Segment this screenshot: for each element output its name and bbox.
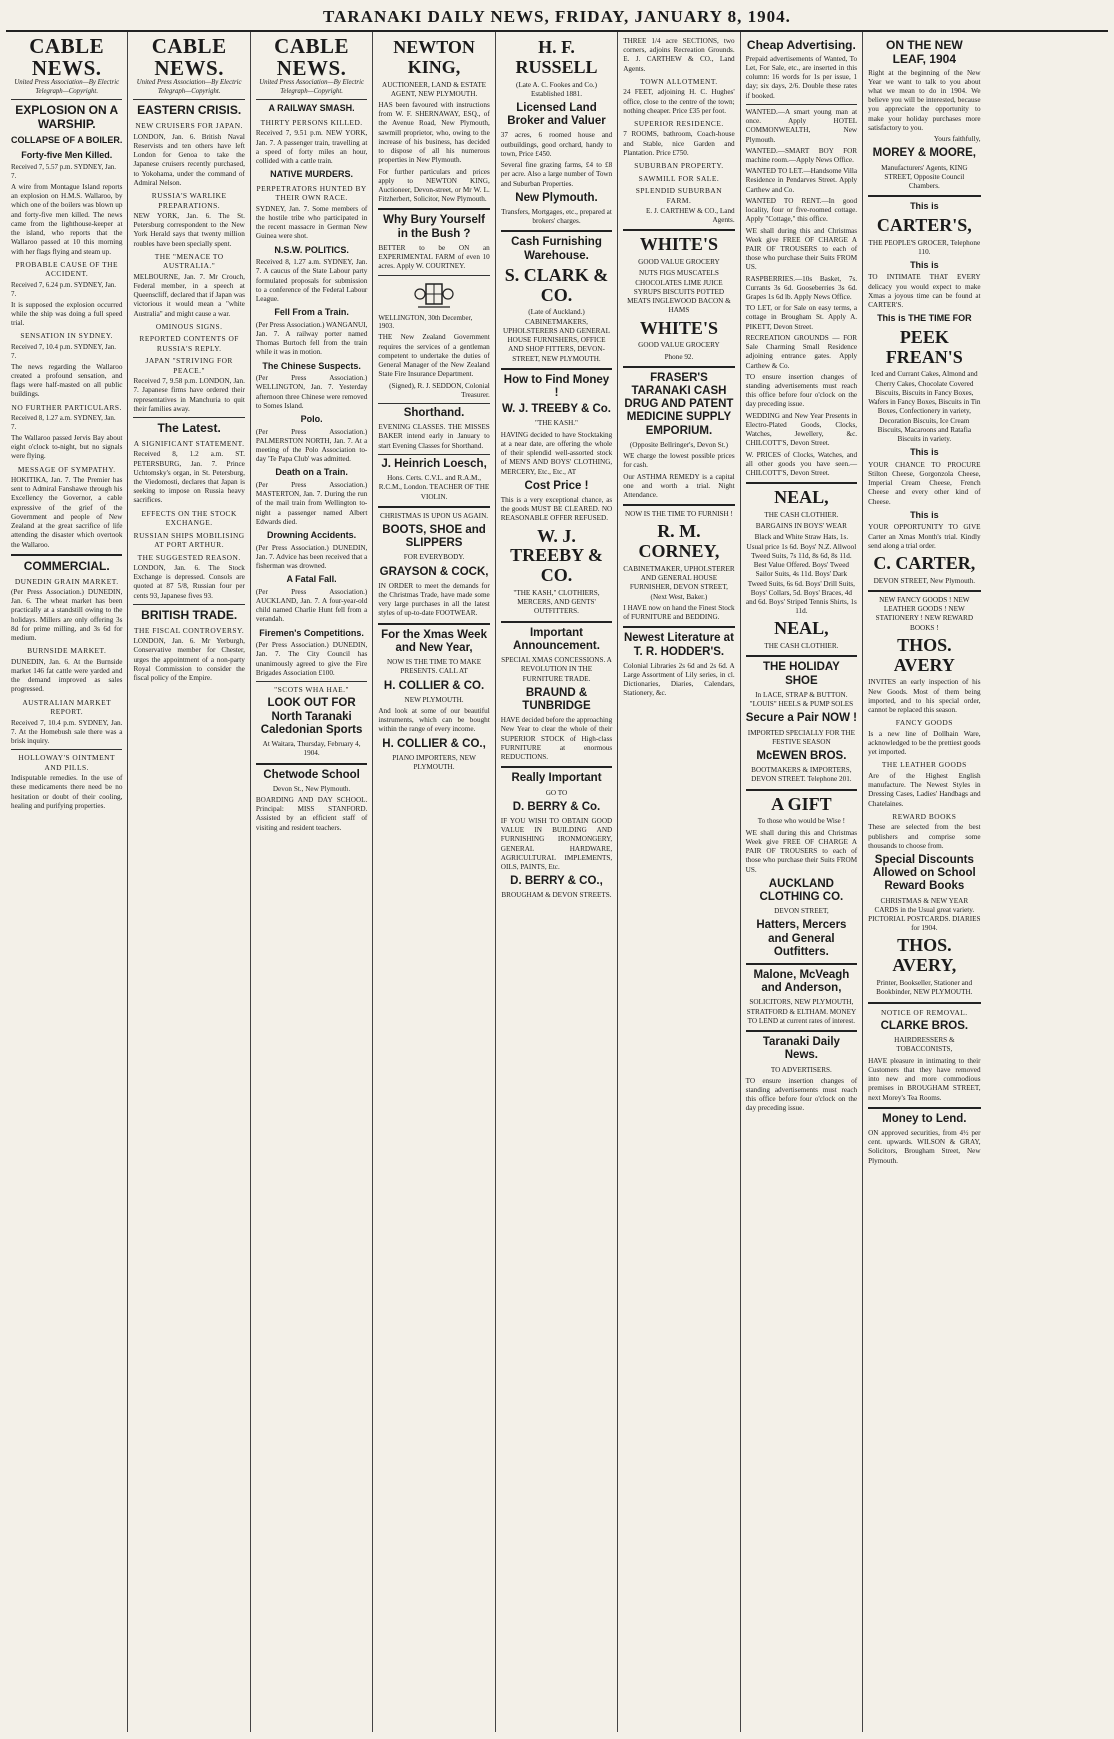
subhead: RUSSIA'S WARLIKE PREPARATIONS. bbox=[151, 191, 227, 210]
subhead: SENSATION IN SYDNEY. bbox=[20, 331, 114, 341]
ad-text: ON approved securities, from 4½ per cent. upwards. WILSON & GRAY, Solicitors, Brougham Street, New Plymouth. bbox=[868, 1128, 981, 1165]
ad-text: 37 acres, 6 roomed house and outbuildings, good orchard, handy to town, Price £450. bbox=[500, 131, 613, 158]
headline: Death on a Train. bbox=[275, 467, 348, 478]
subhead: NO FURTHER PARTICULARS. bbox=[11, 402, 122, 412]
ad-subtitle: AUCTIONEER, LAND & ESTATE AGENT, NEW PLYMOUTH. bbox=[382, 80, 487, 98]
ad-text: Printer, Bookseller, Stationer and Bookbinder, NEW PLYMOUTH. bbox=[876, 979, 973, 997]
ad-title: Taranaki Daily News. bbox=[762, 1036, 840, 1062]
ad-title: MOREY & MOORE, bbox=[872, 147, 976, 160]
subhead: THE "MENACE TO AUSTRALIA." bbox=[154, 251, 224, 271]
ad-text: YOUR OPPORTUNITY TO GIVE Carter an Xmas Month's trial. Kindly send along a trial order. bbox=[868, 523, 981, 550]
ad-text: Colonial Libraries 2s 6d and 2s 6d. A Large Assortment of Lily series, in cl. Dictionaries, Diaries, Calendars, Stationery, &c. bbox=[623, 661, 735, 698]
ad-text: THREE 1/4 acre SECTIONS, two corners, adjoins Recreation Grounds. E. J. CARTHEW & CO., Land Agents. bbox=[623, 37, 735, 73]
column-7 bbox=[741, 32, 863, 1732]
section-title: CABLE NEWS. bbox=[274, 34, 350, 81]
ad-text: (Opposite Bellringer's, Devon St.) bbox=[629, 440, 728, 449]
article-text: (Per Press Association.) DUNEDIN, Jan. 7. The City Council has unanimously agreed to give the Fire Brigades Association £100. bbox=[255, 641, 368, 677]
column-3 bbox=[251, 32, 373, 1732]
subhead: SPLENDID SUBURBAN FARM. bbox=[635, 186, 723, 205]
ad-subtitle: "THE KASH." bbox=[534, 419, 578, 428]
ad-title: McEWEN BROS. bbox=[756, 749, 847, 762]
article-text: It is supposed the explosion occurred while the ship was doing a full speed trial. bbox=[11, 300, 123, 328]
subhead: A SIGNIFICANT STATEMENT. bbox=[133, 438, 245, 448]
ad-text: These are selected from the best publishers and comprise some thousands to choose from. bbox=[868, 823, 981, 850]
subhead: FANCY GOODS bbox=[895, 718, 953, 728]
dateline: WELLINGTON, 30th December, 1903. bbox=[378, 313, 473, 331]
column-1 bbox=[6, 32, 128, 1732]
subhead: THIRTY PERSONS KILLED. bbox=[260, 117, 363, 127]
article-text: SYDNEY, Jan. 7. Some members of the hostile tribe who participated in the recent massacre in German New Guinea were shot. bbox=[255, 204, 368, 241]
headline: The Chinese Suspects. bbox=[262, 360, 361, 371]
ad-title: Money to Lend. bbox=[882, 1112, 967, 1125]
article-text: LONDON, Jan. 6. Mr Yerburgh, Conservative member for Chester, urges the appointment of a non-party Royal Commission to consider the fiscal policy of the Empire. bbox=[133, 637, 245, 683]
headline: ON THE NEW LEAF, 1904 bbox=[885, 38, 963, 66]
subhead: RUSSIAN SHIPS MOBILISING AT PORT ARTHUR. bbox=[133, 530, 245, 550]
signature: E. J. CARTHEW & CO., Land Agents. bbox=[645, 207, 735, 225]
subhead: NOTICE OF REMOVAL. bbox=[880, 1007, 968, 1017]
subhead: BURNSIDE MARKET. bbox=[27, 646, 107, 656]
ad-text: THE New Zealand Government requires the services of a gentleman competent to undertake the duties of General Manager of the New Zealand State Fire Insurance Department. bbox=[378, 333, 490, 379]
ad-title: Special Discounts Allowed on School Reward Books bbox=[872, 853, 976, 893]
ad-lead: This is bbox=[910, 259, 939, 270]
article-text: The Wallaroo passed Jervis Bay about eight o'clock to-night, but no signals were flying. bbox=[11, 433, 123, 461]
ad-text: Devon St., New Plymouth. bbox=[272, 784, 351, 793]
ad-title: Really Important bbox=[511, 772, 602, 785]
ad-text: Several fine grazing farms, £4 to £8 per acre. Also a large number of Town and Suburban Properties. bbox=[500, 161, 613, 188]
article-text: DUNEDIN, Jan. 6. At the Burnside market 146 fat cattle were yarded and the demand improved as sales progressed. bbox=[11, 657, 123, 694]
ad-title: WHITE'S bbox=[639, 234, 718, 255]
ad-lead: This is THE TIME FOR bbox=[877, 313, 972, 324]
ad-text: Manufacturers' Agents, KING STREET, Opposite Council Chambers. bbox=[881, 163, 968, 190]
ad-title: Hatters, Mercers and General Outfitters. bbox=[756, 919, 847, 958]
subhead: JAPAN "STRIVING FOR PEACE." bbox=[145, 356, 233, 375]
ad-subtitle: GOOD VALUE GROCERY bbox=[638, 341, 720, 350]
article-text: Received 7, 9.58 p.m. LONDON, Jan. 7. Japanese firms have ordered their representatives in Manchuria to quit their families away. bbox=[133, 377, 245, 413]
ad-text: PIANO IMPORTERS, NEW PLYMOUTH. bbox=[392, 753, 476, 772]
ad-text: This is a very exceptional chance, as the goods MUST BE CLEARED. NO REASONABLE OFFER REFUSED. bbox=[500, 495, 613, 523]
ad-title: H. F. RUSSELL bbox=[515, 37, 598, 77]
article-text: LONDON, Jan. 6. British Naval Reservists and ten others have left London for Genoa to take the Japanese cruisers recently purchased, to Yokohama, under the command of Admiral Nelson. bbox=[133, 132, 245, 187]
article-text: HOKITIKA, Jan. 7. The Premier has sent to Admiral Fanshawe through his Excellency the Governor, a cable expressive of the grief of the Government and people of New Zealand at the great sacrifice of life attending the disaster which overtook the Wallaroo. bbox=[11, 476, 123, 549]
ad-text: Prepaid advertisements of Wanted, To Let, For Sale, etc., are inserted in this column: 16 words for 1s per issue, 1 day; six days, 2/6. Double these rates if booked. bbox=[745, 54, 858, 100]
ad-title: PEEK FREAN'S bbox=[885, 326, 963, 367]
ad-subtitle: (Late A. C. Fookes and Co.) Established 1881. bbox=[515, 80, 598, 98]
article-text: The news regarding the Wallaroo created a profound sensation, and flags were half-masted on all public buildings. bbox=[11, 362, 123, 399]
classified-ad: WANTED.—A smart young man at once. Apply HOTEL COMMONWEALTH, New Plymouth. bbox=[745, 107, 858, 144]
subhead: REWARD BOOKS bbox=[892, 811, 957, 821]
ad-title: Why Bury Yourself in the Bush ? bbox=[383, 214, 485, 240]
headline: Forty-five Men Killed. bbox=[21, 149, 113, 160]
ad-text: IN ORDER to meet the demands for the Christmas Trade, have made some very large purchases in all the latest styles of up-to-date FOOTWEAR. bbox=[378, 581, 490, 618]
subhead: PERPETRATORS HUNTED BY THEIR OWN RACE. bbox=[256, 183, 367, 203]
ad-title: S. CLARK & CO. bbox=[504, 264, 609, 305]
ad-text: BOARDING AND DAY SCHOOL. Principal: MISS STANFORD. Assisted by an efficient staff of visiting and resident teachers. bbox=[255, 796, 368, 832]
ad-title: LOOK OUT FOR North Taranaki Caledonian Sports bbox=[260, 697, 363, 736]
ad-title: H. COLLIER & CO. bbox=[383, 679, 485, 692]
ad-text: GO TO bbox=[545, 788, 568, 797]
ad-text: BARGAINS IN BOYS' WEAR bbox=[755, 522, 847, 531]
subhead: MESSAGE OF SYMPATHY. bbox=[17, 464, 116, 474]
subhead: OMINOUS SIGNS. bbox=[155, 321, 223, 331]
columns-grid bbox=[6, 32, 1108, 1732]
ad-text: IMPORTED SPECIALLY FOR THE FESTIVE SEASON bbox=[747, 728, 856, 746]
ad-title: Malone, McVeagh and Anderson, bbox=[753, 969, 850, 995]
ad-text: SPECIAL XMAS CONCESSIONS. A REVOLUTION IN THE FURNITURE TRADE. bbox=[501, 656, 612, 683]
subhead: THE FISCAL CONTROVERSY. bbox=[134, 625, 245, 635]
ad-text: TO ADVERTISERS. bbox=[770, 1065, 832, 1074]
ad-title: D. BERRY & Co. bbox=[512, 800, 601, 813]
column-4 bbox=[373, 32, 495, 1732]
headline: The Latest. bbox=[157, 421, 221, 436]
subhead: THE SUGGESTED REASON. bbox=[137, 552, 241, 562]
ad-text: 7 ROOMS, bathroom, Coach-house and Stable, nice Garden and Plantation. Price £750. bbox=[623, 130, 735, 157]
ad-text: In LACE, STRAP & BUTTON. "LOUIS" HEELS & PUMP SOLES bbox=[749, 690, 854, 709]
ad-text: NOW IS THE TIME TO FURNISH ! bbox=[624, 510, 733, 519]
ad-text: I HAVE now on hand the Finest Stock of FURNITURE and BEDDING. bbox=[623, 603, 735, 622]
ad-title: NEAL, bbox=[774, 487, 829, 508]
ad-text: HAS been favoured with instructions from W. F. SHERNAWAY, ESQ., of the Avenue Road, New Plymouth, sawmill proprietor, who, owing to the increase of his business, has decided to dispose of all his numerous properties in New Plymouth. bbox=[378, 101, 490, 165]
ad-title: For the Xmas Week and New Year, bbox=[381, 628, 487, 654]
subhead: PROBABLE CAUSE OF THE ACCIDENT. bbox=[15, 259, 118, 279]
classified-ad: WEDDING and New Year Presents in Electro-Plated Goods, Clocks, Watches, Jewellery, &c. CHILCOTT'S, Devon Street. bbox=[745, 411, 858, 448]
article-text: (Per Press Association.) AUCKLAND, Jan. 7. A four-year-old child named Charlie Hunt fell from a verandah. bbox=[255, 587, 368, 624]
ad-text: "THE KASH," CLOTHIERS, MERCERS, AND GENTS' OUTFITTERS. bbox=[513, 589, 600, 616]
ad-title: NEWTON KING, bbox=[393, 37, 475, 77]
headline: Fell From a Train. bbox=[274, 307, 349, 318]
headline: BRITISH TRADE. bbox=[141, 607, 238, 622]
ad-title: A GIFT bbox=[771, 793, 832, 814]
ad-text: YOUR CHANCE TO PROCURE Stilton Cheese, Gorgonzola Cheese, Imperial Cream Cheese, French Cheese and every other kind of Cheese. bbox=[868, 460, 981, 506]
ad-text: Our ASTHMA REMEDY is a capital one and worth a trial. Night Attendance. bbox=[623, 472, 735, 499]
column-8 bbox=[863, 32, 985, 1732]
ad-text: DEVON STREET, New Plymouth. bbox=[873, 576, 976, 585]
ad-subtitle: GOOD VALUE GROCERY bbox=[638, 258, 720, 267]
column-2 bbox=[128, 32, 250, 1732]
ad-text: IF YOU WISH TO OBTAIN GOOD VALUE IN BUILDING AND FURNISHING IRONMONGERY, GENERAL HARDWARE, AGRICULTURAL IMPLEMENTS, OILS, PAINTS, Etc. bbox=[500, 816, 613, 872]
ad-title: WHITE'S bbox=[639, 317, 718, 338]
subhead: AUSTRALIAN MARKET REPORT. bbox=[22, 697, 112, 717]
subhead: SUPERIOR RESIDENCE. bbox=[634, 119, 724, 128]
ad-title: Chetwode School bbox=[263, 768, 360, 781]
subhead: THE LEATHER GOODS bbox=[881, 760, 967, 770]
article-text: LONDON, Jan. 6. The Stock Exchange is depressed. Consols are quoted at 87 5/8, Russian four per cents 93, Japanese fives 93. bbox=[133, 564, 245, 600]
ad-text: HAVE decided before the approaching New Year to clear the whole of their SUPERIOR STOCK of High-class FURNITURE at enormous REDUCTIONS. bbox=[500, 716, 613, 762]
ad-lead: This is bbox=[910, 447, 939, 458]
ad-title: BOOTS, SHOE and SLIPPERS bbox=[382, 523, 486, 550]
ad-title: CARTER'S, bbox=[876, 214, 972, 235]
subhead: TOWN ALLOTMENT. bbox=[640, 76, 718, 86]
ad-text: Right at the beginning of the New Year we want to talk to you about what we mean to do in 1904. We believe you will be interested, because you appreciate the opportunity to make your holiday purchases more satisfactory to you. bbox=[868, 68, 981, 132]
ad-title: NEAL, bbox=[774, 618, 829, 639]
ad-title: Cost Price ! bbox=[524, 479, 589, 492]
ad-list: NUTS FIGS MUSCATELS CHOCOLATES LIME JUICE SYRUPS BISCUITS POTTED MEATS INGLEWOOD BACON & HAMS bbox=[627, 269, 731, 315]
ad-text: TO INTIMATE THAT EVERY delicacy you would expect to make Xmas a joyous time can be found at CARTER'S. bbox=[868, 273, 981, 310]
ad-text: TO ensure insertion changes of standing advertisements must reach this office before four o'clock on the day preceding issue. bbox=[745, 1076, 858, 1113]
ad-text: For further particulars and prices apply to NEWTON KING, Auctioneer, Devon-street, or Mr W. L. Fitzherbert, Solicitor, New Plymouth. bbox=[378, 167, 490, 204]
ad-lead: This is bbox=[910, 201, 939, 212]
section-title: CABLE NEWS. bbox=[151, 34, 227, 81]
classified-ad: TO LET, or for Sale on easy terms, a cottage in Brougham St. Apply A. PIKETT, Devon Street. bbox=[745, 304, 858, 331]
subhead: NEW CRUISERS FOR JAPAN. bbox=[135, 121, 243, 131]
dateline: Received 7, 5.57 p.m. SYDNEY, Jan. 7. bbox=[11, 163, 117, 181]
ad-text: HAVING decided to have Stocktaking at a near date, are offering the whole of their splendid well-assorted stock of MEN'S AND BOYS' CLOTHING, MERCERY, Etc., Etc., AT bbox=[500, 430, 613, 476]
headline: A RAILWAY SMASH. bbox=[268, 103, 355, 114]
headline: COMMERCIAL. bbox=[23, 558, 110, 573]
signature: Yours faithfully, bbox=[933, 135, 981, 144]
headline: A Fatal Fall. bbox=[286, 574, 337, 585]
classified-ad: TO ensure insertion changes of standing advertisements must reach this office before four o'clock on the day preceding issue. bbox=[745, 372, 858, 409]
ad-text: THE PEOPLE'S GROCER, Telephone 110. bbox=[868, 238, 981, 256]
dateline: Received 7, 10.4 p.m. SYDNEY, Jan. 7. bbox=[11, 342, 117, 360]
ad-title: Important Announcement. bbox=[513, 626, 600, 652]
classified-ad: W. PRICES of Clocks, Watches, and all other goods you have seen.—CHILCOTT'S, Devon Street. bbox=[745, 450, 858, 477]
article-text: (Per Press Association.) WELLINGTON, Jan. 7. Yesterday afternoon three Chinese were removed to Somes Island. bbox=[255, 374, 368, 410]
ad-title: FRASER'S TARANAKI CASH DRUG AND PATENT MEDICINE SUPPLY EMPORIUM. bbox=[624, 371, 734, 437]
ad-text: INVITES an early inspection of his New Goods. Most of them being imported, and to his special order, cannot be replaced this season. bbox=[868, 678, 981, 715]
article-text: (Per Press Association.) WANGANUI, Jan. 7. A railway porter named Thomas Burtoch fell from the train while it was in motion. bbox=[255, 320, 368, 357]
ad-title: THOS. AVERY bbox=[893, 634, 955, 675]
ad-text: Hons. Certs. C.V.L. and R.A.M., R.C.M., London. TEACHER OF THE VIOLIN. bbox=[378, 474, 490, 501]
ad-title: GRAYSON & COCK, bbox=[379, 565, 489, 578]
headline: COLLAPSE OF A BOILER. bbox=[11, 135, 123, 146]
dateline: Received 8, 1.27 a.m. SYDNEY, Jan. 7. bbox=[11, 413, 116, 431]
article-text: (Per Press Association.) PALMERSTON NORTH, Jan. 7. At a meeting of the Polo Association to-day 'Te Papa Club' was admitted. bbox=[255, 427, 368, 464]
ad-text: Phone 92. bbox=[664, 352, 694, 361]
ad-text: BETTER to be ON an EXPERIMENTAL FARM of even 10 acres. Apply W. COURTNEY. bbox=[378, 243, 490, 271]
ad-title: J. Heinrich Loesch, bbox=[381, 457, 487, 470]
ad-text: NOW IS THE TIME TO MAKE PRESENTS. CALL AT bbox=[386, 658, 482, 676]
ad-list: Black and White Straw Hats, 1s. Usual price 1s 6d. Boys' N.Z. Allwool Tweed Suits, 7s 11d, 8s 6d, 8s 11d. Best Value Offered. Boys' Tweed Sailor Suits, 4s 11d. Boys' Dark Tweed Suits, 6s 6d. Boys' Drill Suits, Boys' Collars, 5d. Boys' Braces, 4d and 6d. Boys' Striped Tennis Shirts, 1s 11d. bbox=[745, 533, 857, 616]
ad-text: Is a new line of Dollhain Ware, acknowledged to be the prettiest goods yet imported. bbox=[868, 729, 981, 757]
ad-text: CHRISTMAS IS UPON US AGAIN. bbox=[380, 511, 489, 520]
article-text: Received 8, 1.2 a.m. ST. PETERSBURG, Jan. 7. Prince Uchtomsky's organ, in St. Petersburg, the Viedomosti, declares that Japan is seeking to impose on Russia heavy sacrifices. bbox=[133, 450, 245, 505]
ad-text: WE shall during this and Christmas Week give FREE OF CHARGE A PAIR OF TROUSERS to each of those who purchase their Suits FROM US. bbox=[745, 828, 858, 874]
ad-title: W. J. TREEBY & Co. bbox=[501, 403, 612, 416]
article-text: (Per Press Association.) MASTERTON, Jan. 7. During the run of the mail train from Wellington to-night a passenger named Albert Edwards died. bbox=[255, 480, 368, 526]
section-credit: United Press Association—By Electric Telegraph—Copyright. bbox=[14, 79, 120, 95]
classified-ad: WE shall during this and Christmas Week give FREE OF CHARGE A PAIR OF TROUSERS to each of those who purchase their Suits FROM US. bbox=[745, 226, 858, 272]
ad-title: THE HOLIDAY SHOE bbox=[762, 661, 840, 687]
subhead: "SCOTS WHA HAE." bbox=[274, 685, 350, 694]
ad-text: CABINETMAKER, UPHOLSTERER AND GENERAL HOUSE FURNISHER, DEVON STREET, (Next West, Baker.) bbox=[623, 565, 735, 601]
headline: NATIVE MURDERS. bbox=[270, 169, 354, 180]
ad-title: CLARKE BROS. bbox=[880, 1019, 969, 1032]
ad-subtitle: THE CASH CLOTHIER. bbox=[764, 642, 839, 651]
ad-title: Newest Literature at T. R. HODDER'S. bbox=[623, 632, 734, 658]
article-text: Received 7, 10.4 p.m. SYDNEY, Jan. 7. At the Homebush sale there was a brisk inquiry. bbox=[11, 718, 123, 746]
ad-text: CHRISTMAS & NEW YEAR CARDS in the Usual great variety. PICTORIAL POSTCARDS. DIARIES for 1904. bbox=[868, 896, 981, 933]
article-text: A wire from Montague Island reports an explosion on H.M.S. Wallaroo, by which one of the boilers was blown up and forty-five men killed. The news came from the lighthouse-keeper at the island, who reports that the Wallaroo passed at 10 this morning with her flags flying and steam up. bbox=[11, 183, 123, 256]
article-text: (Per Press Association.) DUNEDIN, Jan. 7. Advice has been received that a fisherman was drowned. bbox=[255, 543, 368, 570]
ad-title: W. J. TREEBY & CO. bbox=[510, 525, 603, 586]
ad-text: FOR EVERYBODY. bbox=[403, 553, 465, 562]
ad-title: Cash Furnishing Warehouse. bbox=[511, 236, 602, 262]
classified-ad: WANTED TO LET.—Handsome Villa Residence in Pendarves Street. Apply Carthew and Co. bbox=[745, 167, 858, 194]
signature: (Signed), R. J. SEDDON, Colonial Treasurer. bbox=[389, 381, 490, 399]
dateline: Received 7, 6.24 p.m. SYDNEY, Jan. 7. bbox=[11, 280, 117, 298]
headline: Polo. bbox=[300, 414, 323, 425]
ad-text: Transfers, Mortgages, etc., prepared at brokers' charges. bbox=[501, 208, 612, 226]
ad-subtitle: To those who would be Wise ! bbox=[757, 817, 846, 826]
subhead: REPORTED CONTENTS OF RUSSIA'S REPLY. bbox=[139, 334, 239, 353]
classified-ad: RECREATION GROUNDS — FOR Sale Charming Small Residence adjoining entrance gates. Apply Carthew & Co. bbox=[745, 333, 858, 370]
subhead: SAWMILL FOR SALE. bbox=[638, 173, 720, 183]
ad-title: New Plymouth. bbox=[515, 191, 598, 204]
ad-text: NEW FANCY GOODS ! NEW LEATHER GOODS ! NEW STATIONERY ! NEW REWARD BOOKS ! bbox=[875, 596, 974, 632]
ad-text: And look at some of our beautiful instruments, which can be bought within the range of every income. bbox=[378, 707, 490, 734]
ad-title: Shorthand. bbox=[403, 406, 465, 419]
article-text: Received 8, 1.27 a.m. SYDNEY, Jan. 7. A caucus of the State Labour party formulated proposals for submission to a conference of the Federal Labour League. bbox=[255, 258, 368, 304]
headline: Cheap Advertising. bbox=[746, 38, 856, 52]
ad-text: HAIRDRESSERS & TOBACCONISTS, bbox=[894, 1036, 955, 1054]
section-credit: United Press Association—By Electric Telegraph—Copyright. bbox=[259, 79, 364, 95]
subhead: EFFECTS ON THE STOCK EXCHANGE. bbox=[141, 508, 237, 528]
ad-lead: This is bbox=[910, 509, 939, 520]
column-6 bbox=[618, 32, 740, 1732]
ad-text: DEVON STREET, bbox=[774, 907, 829, 916]
headline: EXPLOSION ON A WARSHIP. bbox=[15, 103, 119, 132]
headline: Drowning Accidents. bbox=[267, 530, 357, 541]
ad-text: SOLICITORS, NEW PLYMOUTH, STRATFORD & ELTHAM. MONEY TO LEND at current rates of interest. bbox=[746, 998, 857, 1025]
article-text: MELBOURNE, Jan. 7. Mr Crouch, Federal member, in a speech at Queenscliff, declared that if Japan was victorious it would mean a "white Australia" and might cause a war. bbox=[133, 272, 245, 318]
classified-ad: WANTED.—SMART BOY FOR machine room.—Apply News Office. bbox=[745, 146, 858, 164]
headline: Firemen's Competitions. bbox=[259, 627, 364, 638]
ad-title: THOS. AVERY, bbox=[892, 935, 957, 976]
ad-title: BRAUND & TUNBRIDGE bbox=[522, 686, 591, 712]
ad-title: AUCKLAND CLOTHING CO. bbox=[759, 877, 844, 903]
coat-of-arms-icon bbox=[412, 280, 456, 310]
ad-title: R. M. CORNEY, bbox=[638, 521, 720, 562]
ad-text: BROUGHAM & DEVON STREETS. bbox=[501, 891, 612, 900]
ad-title: C. CARTER, bbox=[873, 553, 976, 573]
ad-text: EVENING CLASSES. THE MISSES BAKER intend early in January to start Evening Classes for Shorthand. bbox=[378, 423, 490, 450]
ad-text: 24 FEET, adjoining H. C. Hughes' office, close to the centre of the town; nothing cheaper. Price £35 per foot. bbox=[623, 88, 735, 115]
ad-text: HAVE pleasure in intimating to their Customers that they have removed into new and more commodious premises in BROUGHAM STREET, next Morey's Tea Rooms. bbox=[868, 1056, 981, 1102]
subhead: SUBURBAN PROPERTY. bbox=[634, 161, 724, 171]
ad-text: Are of the Highest English manufacture. The Newest Styles in Dressing Cases, Ladies' Handbags and Chatelaines. bbox=[868, 771, 981, 808]
ad-list: Iced and Currant Cakes, Almond and Cherry Cakes, Chocolate Covered Biscuits, Biscuits in Fancy Boxes, Wafers in Fancy Boxes, Biscuits in Tin Boxes, Confectionery in variety, Decoration Biscuits, Ice Cream Biscuits, Macaroons and Ratafia Biscuits in variety. bbox=[868, 370, 981, 443]
ad-title: How to Find Money ! bbox=[503, 373, 610, 399]
section-credit: United Press Association—By Electric Telegraph—Copyright. bbox=[136, 79, 242, 95]
classified-ad: RASPBERRIES.—10s Basket, 7s. Currants 3s 6d. Gooseberries 3s 6d. Grapes 1s 6d lb. Apply News Office. bbox=[745, 274, 858, 302]
ad-title: H. COLLIER & CO., bbox=[382, 737, 486, 750]
article-text: Indisputable remedies. In the use of these medicaments there need be no hesitation or doubt of their cooling, healing and purifying properties. bbox=[11, 774, 123, 810]
headline: EASTERN CRISIS. bbox=[137, 103, 242, 118]
subhead: DUNEDIN GRAIN MARKET. bbox=[14, 576, 119, 586]
headline: N.S.W. POLITICS. bbox=[274, 244, 349, 255]
subhead: HOLLOWAY'S OINTMENT AND PILLS. bbox=[18, 753, 115, 772]
article-text: Received 7, 9.51 p.m. NEW YORK, Jan. 7. A passenger train, travelling at a speed of forty miles an hour, collided with a cattle train. bbox=[255, 129, 368, 166]
ad-text: WE charge the lowest possible prices for cash. bbox=[623, 452, 735, 470]
classified-ad: WANTED TO RENT.—In good locality, four or five-roomed cottage. Apply "Cottage," this office. bbox=[745, 196, 858, 224]
section-title: CABLE NEWS. bbox=[29, 34, 105, 81]
ad-text: At Waitara, Thursday, February 4, 1904. bbox=[262, 740, 361, 758]
ad-text: (Late of Auckland.) CABINETMAKERS, UPHOLSTERERS AND GENERAL HOUSE FURNISHERS, OFFICE AND SHOP FITTERS, DEVON-STREET, NEW PLYMOUTH. bbox=[502, 308, 610, 363]
ad-title: Secure a Pair NOW ! bbox=[745, 712, 857, 725]
ad-title: D. BERRY & CO., bbox=[510, 875, 603, 888]
masthead: TARANAKI DAILY NEWS, FRIDAY, JANUARY 8, 1904. bbox=[6, 4, 1108, 32]
ad-text: NEW PLYMOUTH. bbox=[404, 695, 464, 704]
column-5 bbox=[496, 32, 618, 1732]
ad-text: BOOTMAKERS & IMPORTERS, DEVON STREET. Telephone 201. bbox=[751, 766, 852, 784]
ad-subtitle: THE CASH CLOTHIER. bbox=[764, 511, 839, 519]
ad-title: Licensed Land Broker and Valuer bbox=[507, 102, 606, 128]
article-text: (Per Press Association.) DUNEDIN, Jan. 6. The wheat market has been practically at a standstill owing to the holidays. Millers are only offering 3s 8d for prime milling, and 3s 6d for medium. bbox=[11, 588, 123, 643]
article-text: NEW YORK, Jan. 6. The St. Petersburg correspondent to the New York Herald says that twenty million roubles have been specially spent. bbox=[133, 211, 245, 248]
